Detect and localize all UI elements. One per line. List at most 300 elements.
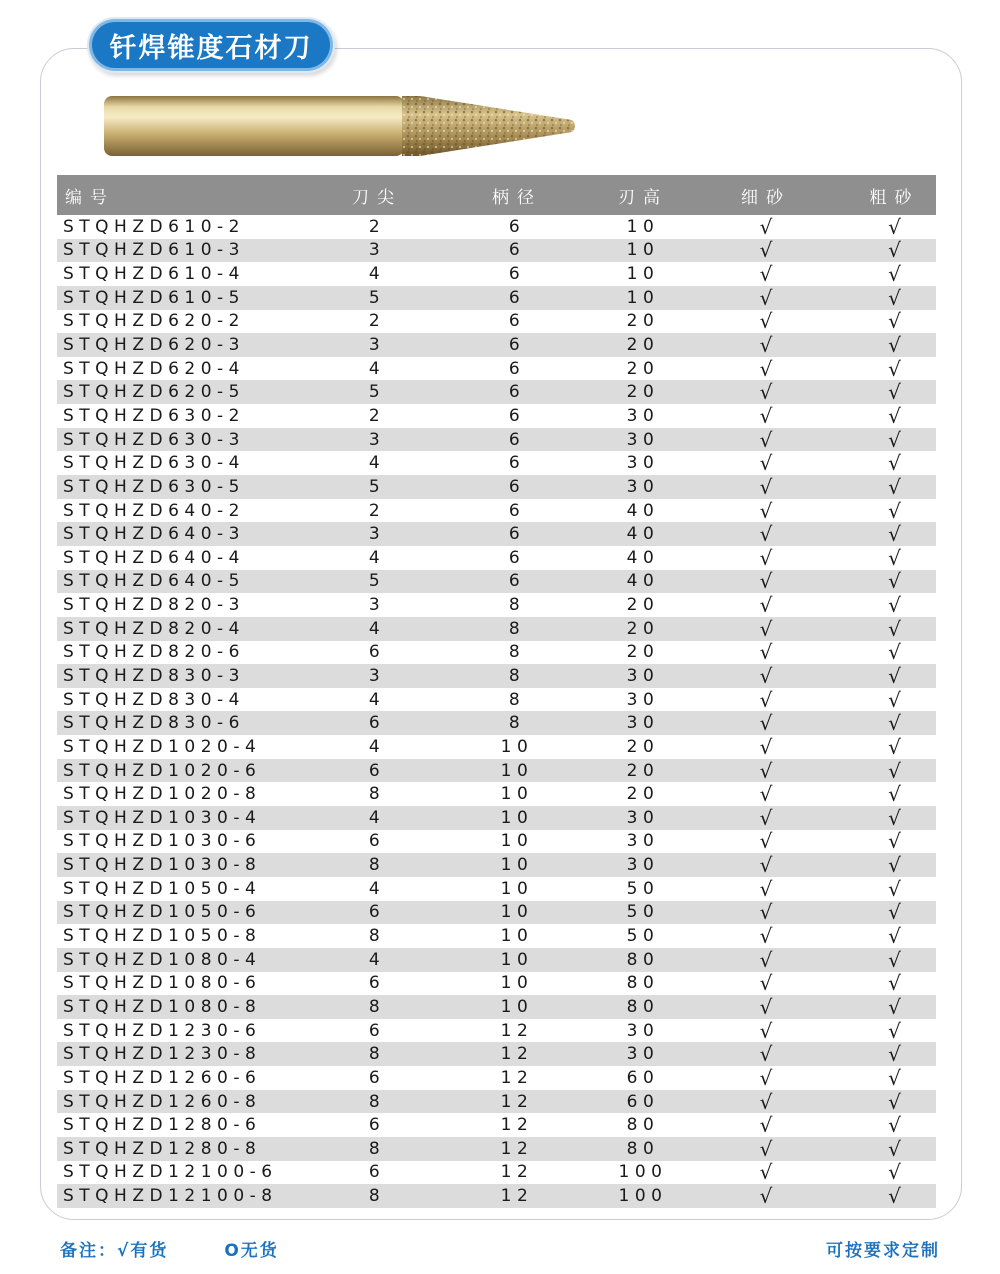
cell-edge-height: 10	[626, 216, 660, 237]
table-row	[57, 995, 936, 1019]
cell-edge-height: 10	[626, 240, 660, 261]
cell-shank-diameter: 10	[500, 973, 534, 994]
table-row	[57, 782, 936, 806]
cell-coarse-grit: √	[888, 498, 901, 523]
cell-edge-height: 10	[626, 264, 660, 285]
cell-code: STQHZD1280-8	[63, 1138, 262, 1159]
cell-shank-diameter: 6	[508, 264, 526, 285]
cell-tip: 6	[368, 760, 386, 781]
table-row	[57, 546, 936, 570]
cell-fine-grit: √	[759, 427, 773, 452]
cell-fine-grit: √	[759, 829, 773, 854]
cell-tip: 6	[368, 1067, 386, 1088]
cell-fine-grit: √	[759, 238, 773, 263]
cell-code: STQHZD1020-4	[63, 736, 262, 757]
cell-coarse-grit: √	[888, 782, 901, 807]
cell-edge-height: 100	[618, 1186, 668, 1207]
cell-tip: 2	[368, 216, 386, 237]
table-row	[57, 1184, 936, 1208]
cell-shank-diameter: 10	[500, 831, 534, 852]
table-row	[57, 877, 936, 901]
cell-edge-height: 40	[626, 547, 660, 568]
cell-tip: 6	[368, 642, 386, 663]
cell-coarse-grit: √	[888, 1160, 901, 1185]
table-row	[57, 972, 936, 996]
cell-tip: 4	[368, 949, 386, 970]
table-row	[57, 475, 936, 499]
cell-edge-height: 50	[626, 926, 660, 947]
table-row	[57, 924, 936, 948]
table-row	[57, 1042, 936, 1066]
table-row	[57, 806, 936, 830]
cell-fine-grit: √	[759, 663, 773, 688]
cell-tip: 4	[368, 736, 386, 757]
cell-coarse-grit: √	[888, 545, 901, 570]
cell-shank-diameter: 8	[508, 618, 526, 639]
cell-edge-height: 40	[626, 500, 660, 521]
cell-code: STQHZD1230-6	[63, 1020, 262, 1041]
cell-shank-diameter: 12	[500, 1138, 534, 1159]
cell-edge-height: 30	[626, 1044, 660, 1065]
cell-code: STQHZD1050-4	[63, 878, 262, 899]
cell-code: STQHZD820-3	[63, 595, 245, 616]
table-row	[57, 735, 936, 759]
table-row	[57, 239, 936, 263]
cell-shank-diameter: 6	[508, 547, 526, 568]
table-row	[57, 499, 936, 523]
cell-shank-diameter: 10	[500, 996, 534, 1017]
cell-coarse-grit: √	[888, 924, 901, 949]
cell-tip: 3	[368, 429, 386, 450]
cell-tip: 4	[368, 358, 386, 379]
cell-code: STQHZD640-3	[63, 524, 245, 545]
cell-fine-grit: √	[759, 758, 773, 783]
cell-shank-diameter: 6	[508, 476, 526, 497]
cell-code: STQHZD830-6	[63, 713, 245, 734]
table-header-row	[57, 175, 936, 215]
table-row	[57, 664, 936, 688]
cell-fine-grit: √	[759, 994, 773, 1019]
cell-coarse-grit: √	[888, 1042, 901, 1067]
cell-edge-height: 80	[626, 949, 660, 970]
cell-shank-diameter: 12	[500, 1067, 534, 1088]
cell-edge-height: 30	[626, 807, 660, 828]
cell-code: STQHZD1280-6	[63, 1115, 262, 1136]
cell-fine-grit: √	[759, 451, 773, 476]
cell-code: STQHZD1050-6	[63, 902, 262, 923]
cell-shank-diameter: 6	[508, 335, 526, 356]
cell-shank-diameter: 6	[508, 358, 526, 379]
table-row	[57, 404, 936, 428]
cell-code: STQHZD1230-8	[63, 1044, 262, 1065]
cell-edge-height: 60	[626, 1067, 660, 1088]
cell-fine-grit: √	[759, 971, 773, 996]
cell-coarse-grit: √	[888, 403, 901, 428]
cell-tip: 4	[368, 618, 386, 639]
cell-coarse-grit: √	[888, 900, 901, 925]
table-row	[57, 711, 936, 735]
cell-fine-grit: √	[759, 498, 773, 523]
cell-coarse-grit: √	[888, 1089, 901, 1114]
cell-coarse-grit: √	[888, 616, 901, 641]
cell-shank-diameter: 10	[500, 760, 534, 781]
cell-shank-diameter: 6	[508, 311, 526, 332]
cell-fine-grit: √	[759, 853, 773, 878]
cell-code: STQHZD830-3	[63, 665, 245, 686]
cell-edge-height: 20	[626, 335, 660, 356]
cell-fine-grit: √	[759, 734, 773, 759]
table-row	[57, 1066, 936, 1090]
cell-tip: 8	[368, 996, 386, 1017]
cell-edge-height: 30	[626, 689, 660, 710]
table-row	[57, 853, 936, 877]
cell-coarse-grit: √	[888, 522, 901, 547]
cell-coarse-grit: √	[888, 994, 901, 1019]
product-table	[57, 175, 936, 1208]
cell-edge-height: 80	[626, 973, 660, 994]
cell-fine-grit: √	[759, 805, 773, 830]
cell-shank-diameter: 10	[500, 784, 534, 805]
page-title: 钎焊锥度石材刀	[109, 32, 313, 64]
table-row	[57, 1019, 936, 1043]
cell-edge-height: 30	[626, 665, 660, 686]
cell-coarse-grit: √	[888, 356, 901, 381]
cell-edge-height: 80	[626, 1115, 660, 1136]
cell-edge-height: 30	[626, 855, 660, 876]
cell-shank-diameter: 6	[508, 216, 526, 237]
table-row	[57, 357, 936, 381]
table-row	[57, 310, 936, 334]
cell-fine-grit: √	[759, 947, 773, 972]
cell-coarse-grit: √	[888, 451, 901, 476]
table-row	[57, 1113, 936, 1137]
cell-code: STQHZD1030-6	[63, 831, 262, 852]
cell-edge-height: 20	[626, 618, 660, 639]
cell-shank-diameter: 6	[508, 524, 526, 545]
cell-fine-grit: √	[759, 333, 773, 358]
cell-edge-height: 40	[626, 524, 660, 545]
cell-tip: 2	[368, 311, 386, 332]
cell-tip: 8	[368, 784, 386, 805]
header-coarse-grit: 粗砂	[869, 187, 920, 208]
cell-code: STQHZD630-3	[63, 429, 245, 450]
cell-tip: 8	[368, 926, 386, 947]
cell-shank-diameter: 6	[508, 429, 526, 450]
table-row	[57, 1090, 936, 1114]
table-row	[57, 593, 936, 617]
cell-shank-diameter: 8	[508, 713, 526, 734]
header-code: 编号	[65, 187, 115, 208]
cell-edge-height: 10	[626, 287, 660, 308]
cell-code: STQHZD12100-8	[63, 1186, 278, 1207]
cell-shank-diameter: 6	[508, 382, 526, 403]
cell-tip: 4	[368, 547, 386, 568]
cell-fine-grit: √	[759, 569, 773, 594]
cell-coarse-grit: √	[888, 474, 901, 499]
cell-code: STQHZD1080-4	[63, 949, 262, 970]
cell-coarse-grit: √	[888, 853, 901, 878]
cell-shank-diameter: 10	[500, 902, 534, 923]
cell-fine-grit: √	[759, 640, 773, 665]
table-row	[57, 380, 936, 404]
table-body	[57, 215, 936, 1208]
cell-edge-height: 50	[626, 878, 660, 899]
footer-custom: 可按要求定制	[826, 1241, 940, 1261]
cell-shank-diameter: 12	[500, 1162, 534, 1183]
cell-edge-height: 80	[626, 1138, 660, 1159]
cell-coarse-grit: √	[888, 734, 901, 759]
cell-fine-grit: √	[759, 403, 773, 428]
cell-shank-diameter: 6	[508, 500, 526, 521]
cell-fine-grit: √	[759, 1113, 773, 1138]
cell-tip: 4	[368, 264, 386, 285]
cell-coarse-grit: √	[888, 829, 901, 854]
cell-fine-grit: √	[759, 214, 773, 239]
cell-tip: 2	[368, 500, 386, 521]
cell-tip: 3	[368, 240, 386, 261]
cell-tip: 5	[368, 476, 386, 497]
cell-code: STQHZD620-5	[63, 382, 245, 403]
cell-code: STQHZD630-4	[63, 453, 245, 474]
table-row	[57, 901, 936, 925]
cell-tip: 3	[368, 595, 386, 616]
cell-fine-grit: √	[759, 380, 773, 405]
cell-shank-diameter: 12	[500, 1115, 534, 1136]
cell-coarse-grit: √	[888, 971, 901, 996]
cell-shank-diameter: 10	[500, 949, 534, 970]
cell-tip: 8	[368, 1186, 386, 1207]
cell-fine-grit: √	[759, 924, 773, 949]
cell-code: STQHZD1260-6	[63, 1067, 262, 1088]
cell-coarse-grit: √	[888, 569, 901, 594]
cell-edge-height: 30	[626, 713, 660, 734]
cell-fine-grit: √	[759, 1042, 773, 1067]
cell-fine-grit: √	[759, 262, 773, 287]
cell-edge-height: 30	[626, 429, 660, 450]
cell-fine-grit: √	[759, 876, 773, 901]
title-badge	[92, 22, 330, 68]
cell-code: STQHZD610-2	[63, 216, 245, 237]
header-tip: 刀尖	[352, 187, 402, 208]
cell-fine-grit: √	[759, 522, 773, 547]
table-row	[57, 759, 936, 783]
cell-tip: 8	[368, 1044, 386, 1065]
cell-tip: 5	[368, 287, 386, 308]
cell-coarse-grit: √	[888, 640, 901, 665]
cell-code: STQHZD830-4	[63, 689, 245, 710]
cell-shank-diameter: 10	[500, 807, 534, 828]
cell-code: STQHZD640-2	[63, 500, 245, 521]
cell-fine-grit: √	[759, 309, 773, 334]
cell-coarse-grit: √	[888, 758, 901, 783]
cell-shank-diameter: 8	[508, 665, 526, 686]
cell-fine-grit: √	[759, 1136, 773, 1161]
cell-tip: 6	[368, 713, 386, 734]
cell-code: STQHZD620-2	[63, 311, 245, 332]
cell-tip: 4	[368, 878, 386, 899]
cell-coarse-grit: √	[888, 711, 901, 736]
cell-shank-diameter: 12	[500, 1044, 534, 1065]
cell-shank-diameter: 10	[500, 855, 534, 876]
cell-fine-grit: √	[759, 616, 773, 641]
cell-coarse-grit: √	[888, 333, 901, 358]
cell-code: STQHZD620-4	[63, 358, 245, 379]
cell-tip: 3	[368, 524, 386, 545]
cell-code: STQHZD1030-8	[63, 855, 262, 876]
cell-edge-height: 30	[626, 405, 660, 426]
cell-fine-grit: √	[759, 545, 773, 570]
cell-shank-diameter: 10	[500, 878, 534, 899]
cell-code: STQHZD1050-8	[63, 926, 262, 947]
cell-fine-grit: √	[759, 474, 773, 499]
cell-edge-height: 80	[626, 996, 660, 1017]
cell-coarse-grit: √	[888, 593, 901, 618]
cell-code: STQHZD1260-8	[63, 1091, 262, 1112]
cell-shank-diameter: 10	[500, 736, 534, 757]
cell-coarse-grit: √	[888, 876, 901, 901]
cell-shank-diameter: 12	[500, 1186, 534, 1207]
cell-coarse-grit: √	[888, 1018, 901, 1043]
cell-edge-height: 20	[626, 760, 660, 781]
cell-tip: 6	[368, 973, 386, 994]
cell-shank-diameter: 12	[500, 1091, 534, 1112]
cell-tip: 2	[368, 405, 386, 426]
cell-code: STQHZD820-4	[63, 618, 245, 639]
cell-tip: 5	[368, 571, 386, 592]
cell-code: STQHZD820-6	[63, 642, 245, 663]
cell-tip: 4	[368, 453, 386, 474]
cell-shank-diameter: 10	[500, 926, 534, 947]
cell-shank-diameter: 6	[508, 453, 526, 474]
cell-tip: 4	[368, 807, 386, 828]
cell-coarse-grit: √	[888, 1184, 901, 1209]
cell-coarse-grit: √	[888, 214, 901, 239]
header-edge-height: 刃高	[618, 187, 668, 208]
table-row	[57, 451, 936, 475]
cell-code: STQHZD1030-4	[63, 807, 262, 828]
cell-tip: 6	[368, 902, 386, 923]
cell-edge-height: 20	[626, 382, 660, 403]
table-row	[57, 641, 936, 665]
table-row	[57, 617, 936, 641]
cell-coarse-grit: √	[888, 947, 901, 972]
cell-tip: 6	[368, 1115, 386, 1136]
cell-shank-diameter: 6	[508, 287, 526, 308]
table-row	[57, 215, 936, 239]
table-row	[57, 830, 936, 854]
cell-fine-grit: √	[759, 1065, 773, 1090]
cell-tip: 6	[368, 831, 386, 852]
cell-fine-grit: √	[759, 687, 773, 712]
cell-edge-height: 30	[626, 476, 660, 497]
brazed-cone-tool-image	[102, 94, 578, 158]
table-row	[57, 948, 936, 972]
table-row	[57, 688, 936, 712]
cell-edge-height: 40	[626, 571, 660, 592]
cell-coarse-grit: √	[888, 1113, 901, 1138]
header-shank-diameter: 柄径	[492, 187, 542, 208]
cell-tip: 8	[368, 1138, 386, 1159]
cell-edge-height: 30	[626, 453, 660, 474]
cell-code: STQHZD630-2	[63, 405, 245, 426]
cell-fine-grit: √	[759, 285, 773, 310]
footer-legend	[60, 1236, 279, 1261]
table-row	[57, 570, 936, 594]
table-row	[57, 333, 936, 357]
cell-edge-height: 20	[626, 736, 660, 757]
cell-edge-height: 60	[626, 1091, 660, 1112]
cell-fine-grit: √	[759, 900, 773, 925]
cell-code: STQHZD640-4	[63, 547, 245, 568]
cell-fine-grit: √	[759, 711, 773, 736]
cell-coarse-grit: √	[888, 380, 901, 405]
table-row	[57, 286, 936, 310]
cell-edge-height: 20	[626, 784, 660, 805]
cell-shank-diameter: 6	[508, 571, 526, 592]
cell-shank-diameter: 8	[508, 595, 526, 616]
cell-fine-grit: √	[759, 1018, 773, 1043]
cell-tip: 6	[368, 1162, 386, 1183]
cell-fine-grit: √	[759, 356, 773, 381]
cell-code: STQHZD12100-6	[63, 1162, 278, 1183]
cell-coarse-grit: √	[888, 1136, 901, 1161]
table-row	[57, 1137, 936, 1161]
cell-fine-grit: √	[759, 1184, 773, 1209]
cell-tip: 3	[368, 335, 386, 356]
cell-code: STQHZD630-5	[63, 476, 245, 497]
cell-code: STQHZD610-5	[63, 287, 245, 308]
cell-tip: 4	[368, 689, 386, 710]
cell-fine-grit: √	[759, 782, 773, 807]
cell-tip: 6	[368, 1020, 386, 1041]
cell-coarse-grit: √	[888, 1065, 901, 1090]
cell-coarse-grit: √	[888, 262, 901, 287]
cell-edge-height: 20	[626, 358, 660, 379]
cell-shank-diameter: 8	[508, 642, 526, 663]
cell-edge-height: 100	[618, 1162, 668, 1183]
cell-code: STQHZD620-3	[63, 335, 245, 356]
cell-coarse-grit: √	[888, 285, 901, 310]
cell-coarse-grit: √	[888, 663, 901, 688]
cell-code: STQHZD1080-8	[63, 996, 262, 1017]
cell-code: STQHZD1020-6	[63, 760, 262, 781]
cell-edge-height: 20	[626, 642, 660, 663]
header-fine-grit: 细砂	[741, 187, 791, 208]
cell-code: STQHZD1080-6	[63, 973, 262, 994]
footer-note: 备注：√有货	[60, 1241, 169, 1261]
cell-code: STQHZD610-3	[63, 240, 245, 261]
cell-edge-height: 50	[626, 902, 660, 923]
cell-coarse-grit: √	[888, 427, 901, 452]
cell-shank-diameter: 12	[500, 1020, 534, 1041]
cell-tip: 3	[368, 665, 386, 686]
table-row	[57, 262, 936, 286]
table-row	[57, 522, 936, 546]
cell-edge-height: 20	[626, 311, 660, 332]
cell-edge-height: 30	[626, 831, 660, 852]
cell-shank-diameter: 6	[508, 405, 526, 426]
cell-shank-diameter: 6	[508, 240, 526, 261]
cell-fine-grit: √	[759, 1160, 773, 1185]
table-row	[57, 1161, 936, 1185]
cell-coarse-grit: √	[888, 805, 901, 830]
cell-edge-height: 20	[626, 595, 660, 616]
cell-fine-grit: √	[759, 1089, 773, 1114]
cell-code: STQHZD610-4	[63, 264, 245, 285]
footer-none: O无货	[224, 1241, 279, 1261]
cell-coarse-grit: √	[888, 309, 901, 334]
cell-shank-diameter: 8	[508, 689, 526, 710]
